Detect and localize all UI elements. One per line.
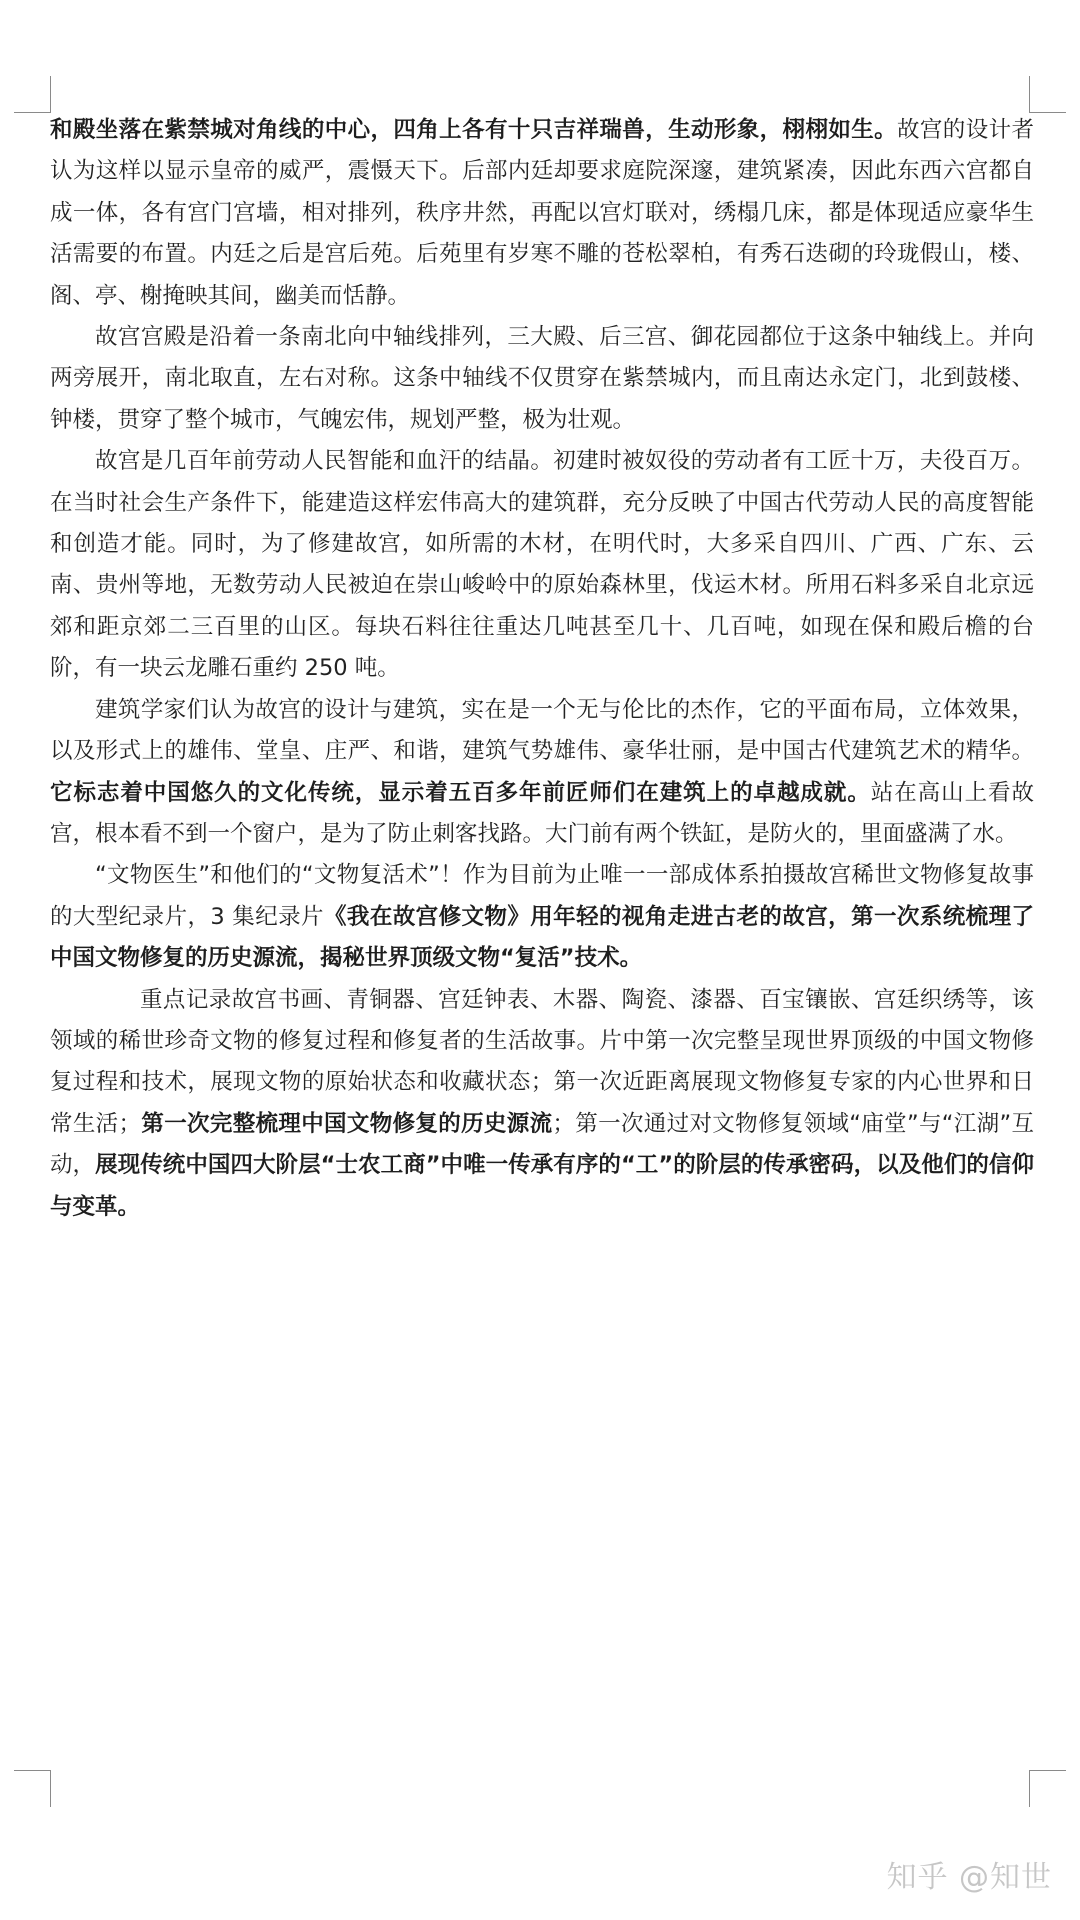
body-text: ；第一次通过对文物修复领域“庙堂”与“江湖”互动， bbox=[50, 1110, 1034, 1179]
body-text: 故宫是几百年前劳动人民智能和血汗的结晶。初建时被奴役的劳动者有工匠十万，夫役百万。在当时社会生产条件下，能建造这样宏伟高大的建筑群，充分反映了中国古代劳动人民的高度智能和创造才能。同时，为了修建故宫，如所需的木材，在明代时，大多采自四川、广西、广东、云南、贵州等地，无数劳动人民被迫在崇山峻岭中的原始森林里，伐运木材。所用石料多采自北京远郊和距京郊二三百里的山区。每块石料往往重达几吨甚至几十、几百吨，如现在保和殿后檐的台阶，有一块云龙雕石重约 250 吨。 bbox=[50, 448, 1034, 682]
bold-text: 它标志着中国悠久的文化传统，显示着五百多年前匠师们在建筑上的卓越成就。 bbox=[50, 779, 871, 806]
paragraph-5 bbox=[50, 855, 1034, 979]
body-text: 故宫宫殿是沿着一条南北向中轴线排列，三大殿、后三宫、御花园都位于这条中轴线上。并向两旁展开，南北取直，左右对称。这条中轴线不仅贯穿在紫禁城内，而且南达永定门，北到鼓楼、钟楼，贯穿了整个城市，气魄宏伟，规划严整，极为壮观。 bbox=[50, 324, 1034, 433]
body-text: 故宫的设计者认为这样以显示皇帝的威严，震慑天下。后部内廷却要求庭院深邃，建筑紧凑，因此东西六宫都自成一体，各有宫门宫墙，相对排列，秩序井然，再配以宫灯联对，绣榻几床，都是体现适应豪华生活需要的布置。内廷之后是宫后苑。后苑里有岁寒不雕的苍松翠柏，有秀石迭砌的玲珑假山，楼、阁、亭、榭掩映其间，幽美而恬静。 bbox=[50, 117, 1034, 309]
bold-text: 展现传统中国四大阶层“士农工商”中唯一传承有序的“工”的阶层的传承密码，以及他们的信仰与变革。 bbox=[50, 1152, 1034, 1220]
body-text: 站在高山上看故宫，根本看不到一个窗户，是为了防止刺客找路。大门前有两个铁缸，是防火的，里面盛满了水。 bbox=[50, 779, 1034, 847]
paragraph-1 bbox=[50, 110, 1034, 317]
paragraph-4 bbox=[50, 690, 1034, 856]
watermark: 知乎 @知世 bbox=[886, 1860, 1052, 1895]
bold-text: 第一次完整梳理中国文物修复的历史源流 bbox=[141, 1110, 553, 1137]
body-text: “文物医生”和他们的“文物复活术”！作为目前为止唯一一部成体系拍摄故宫稀世文物修复故事的大型纪录片，3 集纪录片 bbox=[50, 862, 1034, 930]
paragraph-6 bbox=[50, 980, 1034, 1228]
crop-mark-top-left bbox=[14, 76, 51, 113]
document-body bbox=[50, 110, 1034, 1228]
bold-text: 和殿坐落在紫禁城对角线的中心，四角上各有十只吉祥瑞兽，生动形象，栩栩如生。 bbox=[50, 117, 898, 143]
crop-mark-bottom-left bbox=[14, 1770, 51, 1807]
paragraph-2 bbox=[50, 317, 1034, 441]
crop-mark-top-right bbox=[1029, 76, 1066, 113]
paragraph-3 bbox=[50, 441, 1034, 689]
bold-text: 《我在故宫修文物》用年轻的视角走进古老的故宫，第一次系统梳理了中国文物修复的历史源流，揭秘世界顶级文物“复活”技术。 bbox=[50, 903, 1034, 972]
body-text: 重点记录故宫书画、青铜器、宫廷钟表、木器、陶瓷、漆器、百宝镶嵌、宫廷织绣等，该领域的稀世珍奇文物的修复过程和修复者的生活故事。片中第一次完整呈现世界顶级的中国文物修复过程和技术，展现文物的原始状态和收藏状态；第一次近距离展现文物修复专家的内心世界和日常生活； bbox=[50, 986, 1034, 1137]
body-text: 建筑学家们认为故宫的设计与建筑，实在是一个无与伦比的杰作，它的平面布局，立体效果，以及形式上的雄伟、堂皇、庄严、和谐，建筑气势雄伟、豪华壮丽，是中国古代建筑艺术的精华。 bbox=[50, 696, 1034, 765]
crop-mark-bottom-right bbox=[1029, 1770, 1066, 1807]
